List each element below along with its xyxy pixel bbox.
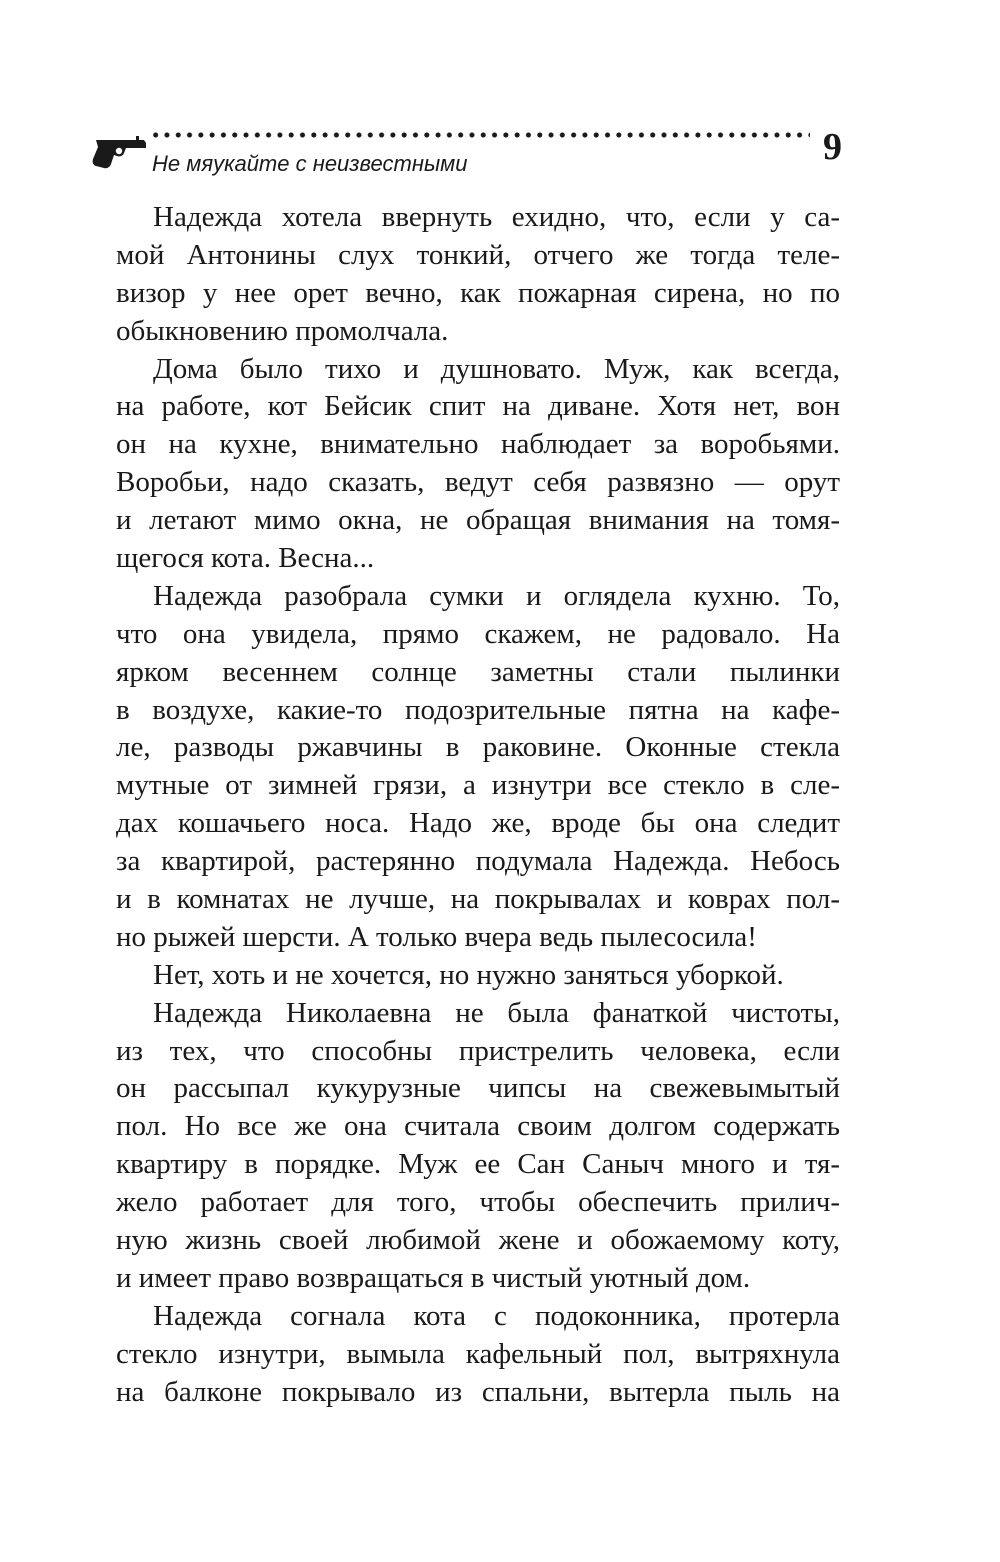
text-line: на балконе покрывало из спальни, вытерла пыль на	[116, 1375, 840, 1408]
text-line: ле, разводы ржавчины в раковине. Оконные стекла	[116, 731, 840, 764]
text-line: Надежда согнала кота с подоконника, протерла	[153, 1299, 840, 1332]
text-line: за квартирой, растерянно подумала Надежда. Небось	[116, 845, 840, 878]
text-line: Надежда Николаевна не была фанаткой чистоты,	[153, 996, 840, 1029]
running-title: Не мяукайте с неизвестными	[152, 151, 468, 176]
paragraph	[116, 995, 840, 1298]
text-line: мутные от зимней грязи, а изнутри все стекло в сле-	[116, 769, 840, 802]
paragraph	[116, 1298, 840, 1412]
text-line: ную жизнь своей любимой жене и обожаемому коту,	[116, 1224, 840, 1257]
paragraph	[116, 351, 840, 578]
body-text	[116, 199, 840, 1412]
paragraph	[116, 957, 840, 995]
text-line: но рыжей шерсти. А только вчера ведь пылесосила!	[116, 920, 757, 953]
text-line: он на кухне, внимательно наблюдает за воробьями.	[116, 428, 840, 461]
text-line: и в комнатах не лучше, на покрывалах и коврах пол-	[116, 883, 840, 916]
text-line: что она увидела, прямо скажем, не радовало. На	[116, 617, 840, 650]
text-line: и имеет право возвращаться в чистый уютный дом.	[116, 1261, 751, 1294]
text-line: ярком весеннем солнце заметны стали пылинки	[116, 655, 840, 688]
text-line: квартиру в порядке. Муж ее Сан Саныч много и тя-	[116, 1148, 840, 1181]
paragraph	[116, 578, 840, 957]
text-line: обыкновению промолчала.	[116, 314, 449, 347]
dotted-rule	[150, 130, 810, 140]
text-line: Надежда разобрала сумки и оглядела кухню. То,	[153, 579, 840, 612]
text-line: стекло изнутри, вымыла кафельный пол, вытряхнула	[116, 1337, 840, 1370]
running-head	[92, 126, 842, 186]
text-line: мой Антонины слух тонкий, отчего же тогда теле-	[116, 238, 840, 271]
text-line: из тех, что способны пристрелить человека, если	[116, 1034, 840, 1067]
text-line: Воробьи, надо сказать, ведут себя развязно — орут	[116, 466, 840, 499]
text-line: Надежда хотела ввернуть ехидно, что, если у са-	[153, 201, 840, 233]
text-line: и летают мимо окна, не обращая внимания на томя-	[116, 504, 840, 537]
text-line: щегося кота. Весна...	[116, 542, 375, 575]
text-line: на работе, кот Бейсик спит на диване. Хотя нет, вон	[116, 390, 840, 423]
text-line: Дома было тихо и душновато. Муж, как всегда,	[153, 352, 840, 385]
text-line: дах кошачьего носа. Надо же, вроде бы она следит	[116, 807, 840, 840]
text-line: в воздухе, какие-то подозрительные пятна на кафе-	[116, 693, 840, 726]
revolver-icon	[92, 134, 148, 174]
text-line: он рассыпал кукурузные чипсы на свежевымытый	[116, 1072, 840, 1105]
text-line: визор у нее орет вечно, как пожарная сирена, но по	[116, 276, 840, 309]
text-line: пол. Но все же она считала своим долгом содержать	[116, 1110, 840, 1143]
page-number: 9	[823, 126, 842, 168]
text-line: Нет, хоть и не хочется, но нужно заняться уборкой.	[153, 958, 784, 991]
paragraph	[116, 199, 840, 351]
text-line: жело работает для того, чтобы обеспечить прилич-	[116, 1186, 840, 1219]
